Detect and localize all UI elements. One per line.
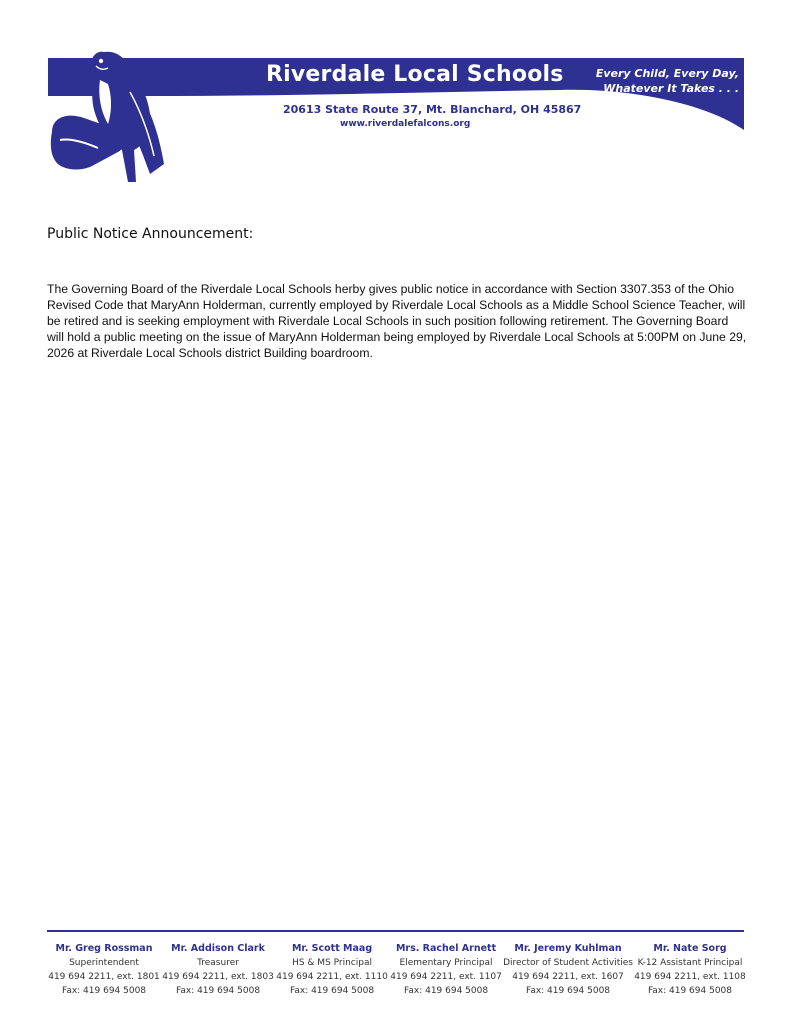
tagline-line-2: Whatever It Takes . . . xyxy=(603,82,739,95)
staff-card xyxy=(47,942,161,998)
staff-name: Mr. Scott Maag xyxy=(291,943,373,954)
staff-name: Mr. Nate Sorg xyxy=(653,943,727,954)
staff-title: HS & MS Principal xyxy=(292,958,372,968)
staff-phone: 419 694 2211, ext. 1803 xyxy=(162,972,274,982)
staff-phone: 419 694 2211, ext. 1110 xyxy=(276,972,388,982)
staff-name: Mrs. Rachel Arnett xyxy=(395,943,497,954)
staff-fax: Fax: 419 694 5008 xyxy=(647,986,733,996)
staff-fax: Fax: 419 694 5008 xyxy=(290,986,375,996)
staff-card xyxy=(389,942,503,998)
staff-title: K-12 Assistant Principal xyxy=(637,958,743,968)
staff-title: Director of Student Activities xyxy=(503,958,633,968)
staff-card xyxy=(633,942,747,998)
notice-title: Public Notice Announcement: xyxy=(47,226,254,242)
letterhead xyxy=(0,0,791,200)
staff-name: Mr. Jeremy Kuhlman xyxy=(514,943,622,954)
school-website: www.riverdalefalcons.org xyxy=(340,119,471,129)
staff-phone: 419 694 2211, ext. 1107 xyxy=(390,972,502,982)
staff-name: Mr. Addison Clark xyxy=(171,943,265,954)
staff-title: Superintendent xyxy=(69,958,139,968)
tagline xyxy=(596,66,739,96)
staff-title: Treasurer xyxy=(197,958,239,968)
staff-phone: 419 694 2211, ext. 1801 xyxy=(48,972,160,982)
staff-name: Mr. Greg Rossman xyxy=(55,943,153,954)
staff-fax: Fax: 419 694 5008 xyxy=(525,986,611,996)
footer-divider xyxy=(47,930,744,932)
staff-fax: Fax: 419 694 5008 xyxy=(175,986,261,996)
staff-phone: 419 694 2211, ext. 1607 xyxy=(512,972,624,982)
staff-title: Elementary Principal xyxy=(399,958,493,968)
school-name: Riverdale Local Schools xyxy=(266,62,564,87)
staff-fax: Fax: 419 694 5008 xyxy=(61,986,147,996)
staff-directory xyxy=(47,942,747,998)
tagline-line-1: Every Child, Every Day, xyxy=(595,67,739,80)
school-address: 20613 State Route 37, Mt. Blanchard, OH 45867 xyxy=(283,103,582,116)
staff-card xyxy=(503,942,633,998)
staff-card xyxy=(161,942,275,998)
staff-fax: Fax: 419 694 5008 xyxy=(404,986,489,996)
notice-body: The Governing Board of the Riverdale Local Schools herby gives public notice in accordance with Section 3307.353 of the Ohio Revised Code that MaryAnn Holderman, currently employed by Riverdale Local Schools as a Middle School Science Teacher, will be retired and is seeking employment with Riverdale Local Schools in such position following retirement. The Governing Board will hold a public meeting on the issue of MaryAnn Holderman being employed by Riverdale Local Schools at 5:00PM on June 29, 2026 at Riverdale Local Schools district Building boardroom. xyxy=(47,282,747,360)
staff-phone: 419 694 2211, ext. 1108 xyxy=(634,972,746,982)
staff-card xyxy=(275,942,389,998)
letterhead-banner xyxy=(0,0,791,200)
